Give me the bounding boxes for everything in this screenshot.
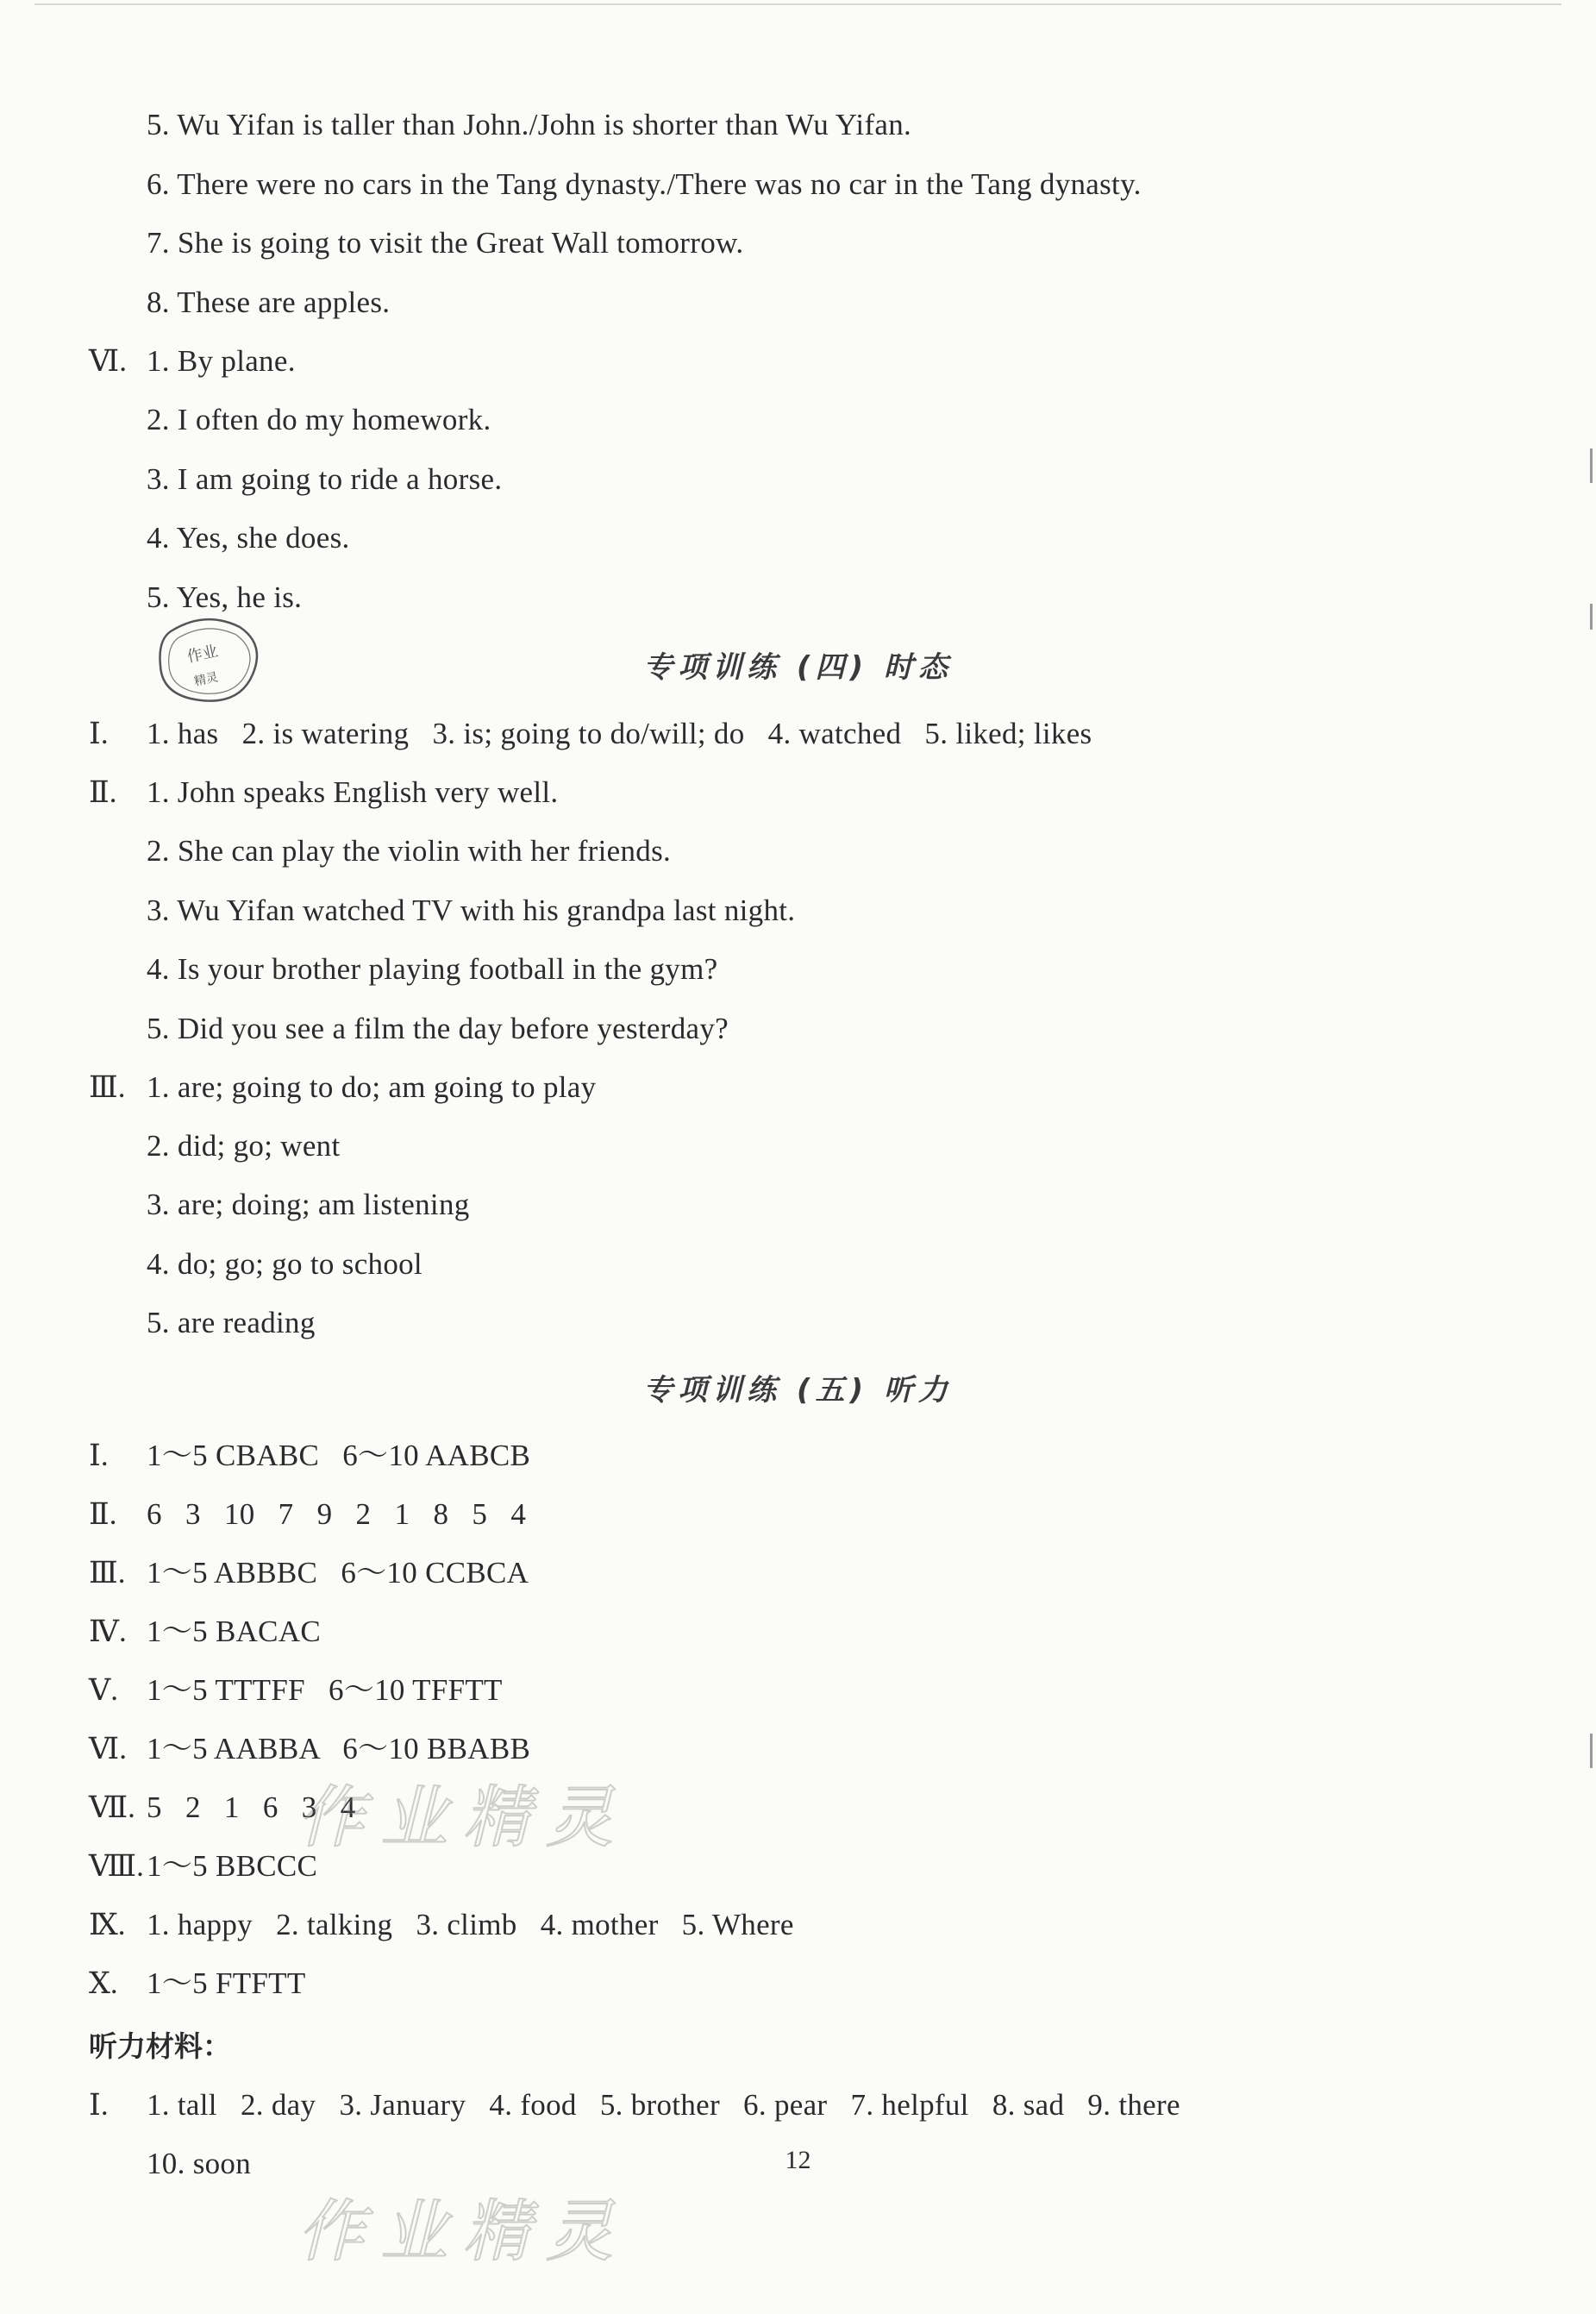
vi-numeral: Ⅵ.	[89, 344, 127, 378]
p5-vi-numeral: Ⅵ.	[89, 1732, 127, 1765]
vi-item-5: 5. Yes, he is.	[147, 580, 303, 614]
p5-ix-answers: 1. happy 2. talking 3. climb 4. mother 5. Where	[147, 1908, 794, 1941]
p5-i-numeral: Ⅰ.	[89, 1439, 109, 1472]
p4-iii-item-4: 4. do; go; go to school	[147, 1247, 422, 1281]
watermark-bottom: 作业精灵	[297, 2193, 629, 2271]
p5-vii-numeral: Ⅶ.	[89, 1790, 135, 1824]
p4-ii-item-3: 3. Wu Yifan watched TV with his grandpa last night.	[147, 894, 796, 927]
p5-viii-numeral: Ⅷ.	[89, 1849, 144, 1883]
p4-i-numeral: Ⅰ.	[89, 717, 109, 750]
p5-vii-answers: 5 2 1 6 3 4	[147, 1790, 356, 1824]
p5-v-numeral: Ⅴ.	[89, 1673, 119, 1707]
p4-iii-item-3: 3. are; doing; am listening	[147, 1188, 470, 1221]
v-item-8: 8. These are apples.	[147, 285, 391, 319]
v-item-7: 7. She is going to visit the Great Wall tomorrow.	[147, 226, 744, 260]
scan-edge-mark	[1590, 1734, 1593, 1768]
listening-i-words-cont: 10. soon	[147, 2147, 252, 2180]
p4-iii-numeral: Ⅲ.	[89, 1070, 126, 1104]
p5-v-answers: 1～5 TTTFF 6～10 TFFTT	[147, 1673, 503, 1707]
p5-x-answers: 1～5 FTFTT	[147, 1966, 306, 2000]
p5-iii-numeral: Ⅲ.	[89, 1556, 126, 1590]
p5-x-numeral: Ⅹ.	[89, 1966, 118, 2000]
p5-ii-numeral: Ⅱ.	[89, 1497, 117, 1531]
watermark-middle: 作业精灵	[297, 1779, 629, 1857]
p4-ii-numeral: Ⅱ.	[89, 775, 117, 809]
listening-material-title: 听力材料：	[89, 2029, 231, 2063]
p4-iii-item-1: 1. are; going to do; am going to play	[147, 1070, 597, 1104]
p5-vi-answers: 1～5 AABBA 6～10 BBABB	[147, 1732, 531, 1765]
vi-item-1: 1. By plane.	[147, 344, 296, 378]
listening-i-numeral: Ⅰ.	[89, 2088, 109, 2122]
vi-item-3: 3. I am going to ride a horse.	[147, 462, 503, 496]
vi-item-2: 2. I often do my homework.	[147, 403, 491, 436]
listening-i-words: 1. tall 2. day 3. January 4. food 5. brother 6. pear 7. helpful 8. sad 9. there	[147, 2088, 1180, 2122]
p4-ii-item-1: 1. John speaks English very well.	[147, 775, 559, 809]
p4-iii-item-5: 5. are reading	[147, 1306, 316, 1339]
heading-tense: 专项训练 (四) 时态	[643, 650, 953, 685]
svg-text:精灵: 精灵	[192, 670, 220, 689]
p5-i-answers: 1～5 CBABC 6～10 AABCB	[147, 1439, 531, 1472]
p4-iii-item-2: 2. did; go; went	[147, 1129, 341, 1163]
p4-ii-item-2: 2. She can play the violin with her friends.	[147, 834, 672, 868]
page-number: 12	[785, 2146, 811, 2174]
top-border	[34, 3, 1562, 5]
v-item-6: 6. There were no cars in the Tang dynasty./There was no car in the Tang dynasty.	[147, 167, 1142, 201]
svg-text:作业: 作业	[185, 642, 220, 667]
scan-edge-mark	[1590, 448, 1593, 483]
p5-viii-answers: 1～5 BBCCC	[147, 1849, 318, 1883]
p5-ix-numeral: Ⅸ.	[89, 1908, 126, 1941]
heading-listening: 专项训练 (五) 听力	[643, 1373, 953, 1408]
v-item-5: 5. Wu Yifan is taller than John./John is shorter than Wu Yifan.	[147, 108, 912, 141]
p5-iv-answers: 1～5 BACAC	[147, 1615, 322, 1648]
p4-ii-item-5: 5. Did you see a film the day before yesterday?	[147, 1012, 729, 1045]
p4-ii-item-4: 4. Is your brother playing football in the gym?	[147, 952, 718, 986]
p5-iv-numeral: Ⅳ.	[89, 1615, 127, 1648]
p4-i-answers: 1. has 2. is watering 3. is; going to do/will; do 4. watched 5. liked; likes	[147, 717, 1092, 750]
vi-item-4: 4. Yes, she does.	[147, 521, 350, 555]
p5-ii-answers: 6 3 10 7 9 2 1 8 5 4	[147, 1497, 527, 1531]
scan-edge-mark	[1590, 604, 1593, 630]
p5-iii-answers: 1～5 ABBBC 6～10 CCBCA	[147, 1556, 529, 1590]
